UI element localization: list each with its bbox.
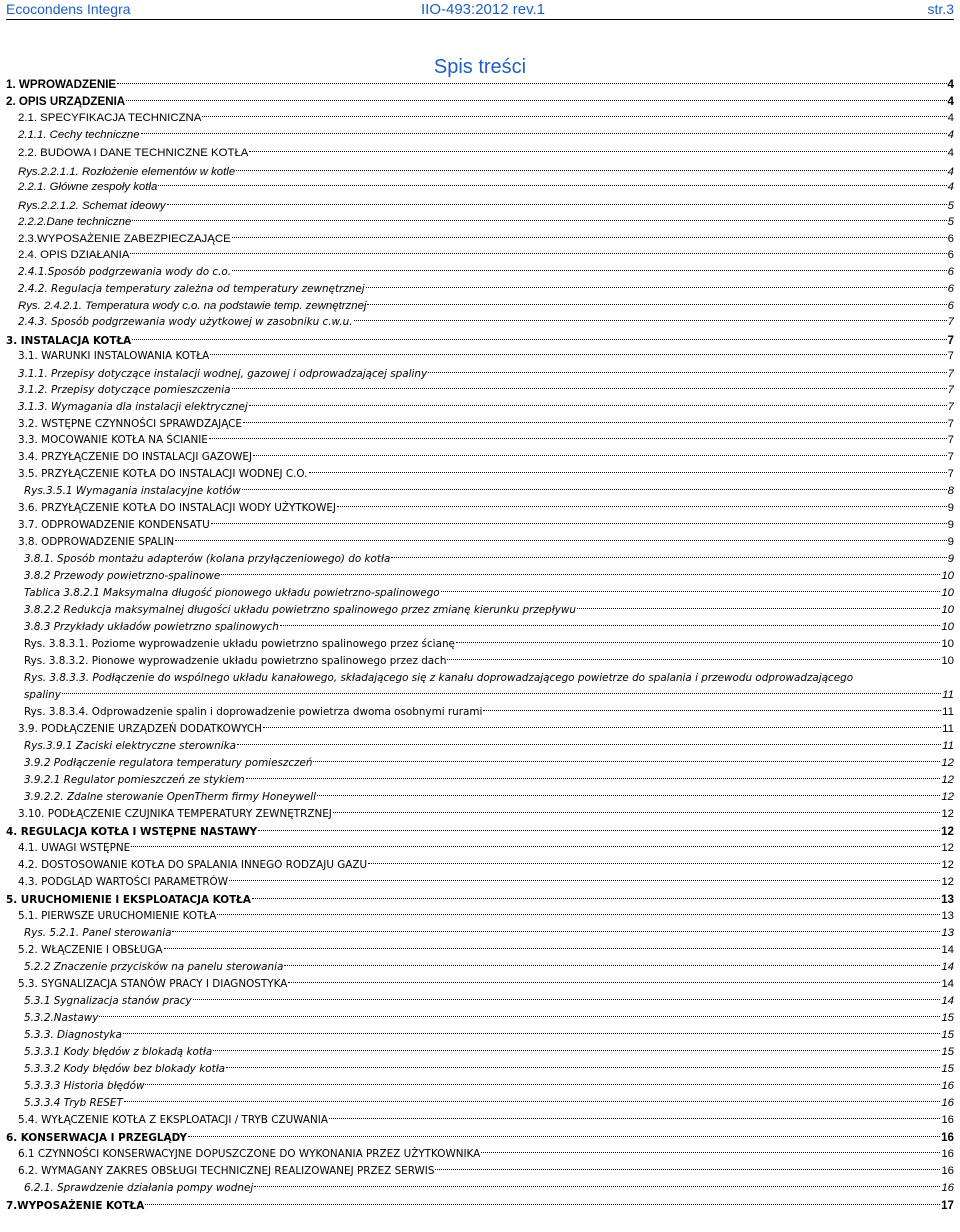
toc-entry-text: Rys. 3.8.3.1. Poziome wyprowadzenie układu powietrzno spalinowego przez ścianę <box>24 638 455 650</box>
toc-entry[interactable] <box>24 789 954 806</box>
toc-entry-text: 5.3.3.1 Kody błędów z blokadą kotła <box>24 1046 213 1058</box>
toc-page-number: 9 <box>947 553 954 565</box>
toc-entry[interactable] <box>24 1078 954 1095</box>
dot-leader <box>447 659 940 660</box>
toc-entry-text: 3.6. PRZYŁĄCZENIE KOTŁA DO INSTALACJI WODY UŻYTKOWEJ <box>18 502 336 514</box>
toc-page-number: 4 <box>947 147 954 159</box>
toc-page-number: 10 <box>941 638 954 650</box>
toc-entry[interactable] <box>6 332 954 349</box>
toc-entry-text: 3.10. PODŁĄCZENIE CZUJNIKA TEMPERATURY ZEWNĘTRZNEJ <box>18 808 332 820</box>
toc-page-number: 5 <box>947 216 954 228</box>
toc-entry[interactable] <box>18 247 954 264</box>
toc-entry[interactable] <box>24 551 954 568</box>
toc-entry-text: Rys.2.2.1.1. Rozłożenie elementów w kotle <box>18 166 236 178</box>
dot-leader <box>145 1084 940 1085</box>
toc-entry[interactable] <box>24 755 954 772</box>
dot-leader <box>167 204 947 205</box>
toc-page-number: 10 <box>941 604 954 616</box>
toc-entry[interactable] <box>24 993 954 1010</box>
toc-entry[interactable] <box>18 432 954 449</box>
toc-entry-text: 2.4.1.Sposób podgrzewania wody do c.o. <box>18 266 232 278</box>
dot-leader <box>210 354 946 355</box>
toc-page-number: 7 <box>947 368 954 380</box>
dot-leader <box>99 1016 940 1017</box>
dot-leader <box>123 1033 940 1034</box>
toc-entry[interactable] <box>24 925 954 942</box>
dot-leader <box>435 1169 940 1170</box>
toc-page-number: 6 <box>947 300 954 312</box>
toc-entry-text: 5. URUCHOMIENIE I EKSPLOATACJA KOTŁA <box>6 894 251 906</box>
dot-leader <box>242 489 947 490</box>
toc-entry-text: 2.4. OPIS DZIAŁANIA <box>18 249 130 261</box>
toc-entry[interactable] <box>6 891 954 908</box>
toc-page-number: 7 <box>947 418 954 430</box>
toc-page-number: 10 <box>941 570 954 582</box>
toc-entry[interactable] <box>18 874 954 891</box>
toc-entry-text: 4.1. UWAGI WSTĘPNE <box>18 842 131 854</box>
toc-page-number: 4 <box>947 112 954 124</box>
toc-entry-text: 3.8.2 Przewody powietrzno-spalinowe <box>24 570 221 582</box>
toc-entry-text: 3.8. ODPROWADZENIE SPALIN <box>18 536 175 548</box>
toc-entry[interactable] <box>24 1180 954 1197</box>
toc-page-number: 13 <box>941 910 954 922</box>
toc-page-number: 7 <box>947 316 954 328</box>
toc-entry[interactable] <box>18 366 954 383</box>
toc-entry[interactable] <box>18 416 954 433</box>
toc-entry[interactable] <box>18 198 954 215</box>
dot-leader <box>249 405 947 406</box>
toc-page-number: 12 <box>941 859 954 871</box>
dot-leader <box>229 880 940 881</box>
dot-leader <box>132 220 946 221</box>
toc-entry[interactable] <box>18 466 954 483</box>
toc-entry[interactable] <box>18 348 954 365</box>
toc-page-number: 15 <box>941 1029 954 1041</box>
toc-entry-text: 3.9. PODŁĄCZENIE URZĄDZEŃ DODATKOWYCH <box>18 723 262 735</box>
toc-entry[interactable] <box>18 382 954 399</box>
toc-entry[interactable] <box>18 908 954 925</box>
dot-leader <box>232 388 947 389</box>
dot-leader <box>252 898 940 899</box>
toc-page-number: 12 <box>941 825 954 838</box>
header-left: Ecocondens Integra <box>6 1 131 17</box>
toc-entry[interactable] <box>24 772 954 789</box>
toc-entry[interactable] <box>6 93 954 110</box>
toc-page-number: 8 <box>947 485 954 497</box>
toc-entry[interactable] <box>6 1129 954 1146</box>
toc-page-number: 16 <box>941 1131 954 1144</box>
dot-leader <box>258 830 940 831</box>
toc-page-number: 14 <box>941 944 954 956</box>
toc-entry[interactable] <box>18 281 954 298</box>
dot-leader <box>175 540 947 541</box>
toc-entry[interactable] <box>18 127 954 144</box>
toc-entry[interactable] <box>18 1146 954 1163</box>
toc-page-number: 15 <box>941 1012 954 1024</box>
header-center: IIO-493:2012 rev.1 <box>421 1 545 18</box>
toc-entry-text: 3.8.1. Sposób montażu adapterów (kolana przyłączeniowego) do kotła <box>24 553 391 565</box>
dot-leader <box>132 339 946 340</box>
toc-entry[interactable] <box>24 1095 954 1112</box>
toc-entry-text: 3.9.2 Podłączenie regulatora temperatury pomieszczeń <box>24 757 313 769</box>
toc-entry[interactable] <box>24 636 954 653</box>
toc-entry[interactable] <box>18 110 954 127</box>
dot-leader <box>280 625 941 626</box>
dot-leader <box>249 151 946 152</box>
dot-leader <box>263 727 941 728</box>
page-header <box>6 2 954 20</box>
toc-entry[interactable] <box>24 619 954 636</box>
dot-leader <box>202 116 946 117</box>
toc-entry[interactable] <box>24 483 954 500</box>
toc-entry[interactable] <box>18 806 954 823</box>
toc-entry-text: 2. OPIS URZĄDZENIA <box>6 95 126 108</box>
dot-leader <box>243 422 947 423</box>
toc-entry-text: 3.4. PRZYŁĄCZENIE DO INSTALACJI GAZOWEJ <box>18 451 253 463</box>
dot-leader <box>577 608 940 609</box>
toc-entry-text: 4.2. DOSTOSOWANIE KOTŁA DO SPALANIA INNEGO RODZAJU GAZU <box>18 859 368 871</box>
toc-entry-text: 1. WPROWADZENIE <box>6 78 117 91</box>
dot-leader <box>253 455 947 456</box>
toc-entry-text: 5.3.1 Sygnalizacja stanów pracy <box>24 995 192 1007</box>
toc-title: Spis treści <box>433 56 527 78</box>
dot-leader <box>226 1067 940 1068</box>
toc-entry-text: Rys. 3.8.3.3. Podłączenie do wspólnego układu kanałowego, składającego się z kanału doprowadzającego powietrze do spalania i przewodu odprowadzającego <box>24 672 854 684</box>
toc-page-number: 14 <box>941 961 954 973</box>
toc-entry-text: Rys.3.5.1 Wymagania instalacyjne kotłów <box>24 485 241 497</box>
toc-entry[interactable] <box>18 214 954 231</box>
toc-page-number: 12 <box>941 757 954 769</box>
toc-entry-text: Rys. 5.2.1. Panel sterowania <box>24 927 172 939</box>
toc-entry[interactable] <box>24 738 954 755</box>
toc-page-number: 4 <box>947 181 954 193</box>
dot-leader <box>313 761 940 762</box>
toc-entry[interactable] <box>18 517 954 534</box>
toc-entry-text: 2.1.1. Cechy techniczne <box>18 129 140 141</box>
toc-entry-text: 6.2.1. Sprawdzenie działania pompy wodnej <box>24 1182 254 1194</box>
toc-entry[interactable] <box>18 840 954 857</box>
toc-entry[interactable] <box>18 721 954 738</box>
toc-entry-text: 5.4. WYŁĄCZENIE KOTŁA Z EKSPLOATACJI / TRYB CZUWANIA <box>18 1114 328 1126</box>
toc-page-number: 7 <box>947 350 954 362</box>
toc-entry-text: 3. INSTALACJA KOTŁA <box>6 335 132 347</box>
toc-page-number: 10 <box>941 655 954 667</box>
toc-entry[interactable] <box>24 1010 954 1027</box>
toc-entry[interactable] <box>24 1044 954 1061</box>
dot-leader <box>367 304 946 305</box>
dot-leader <box>428 372 947 373</box>
toc-entry[interactable] <box>24 1027 954 1044</box>
toc-entry[interactable] <box>6 1197 954 1214</box>
toc-entry[interactable] <box>24 704 954 721</box>
toc-entry-text: 3.2. WSTĘPNE CZYNNOŚCI SPRAWDZAJĄCE <box>18 418 242 430</box>
dot-leader <box>354 320 947 321</box>
toc-entry-text: 6.2. WYMAGANY ZAKRES OBSŁUGI TECHNICZNEJ REALIZOWANEJ PRZEZ SERWIS <box>18 1165 435 1177</box>
toc-entry-text: Rys. 3.8.3.2. Pionowe wyprowadzenie układu powietrzno spalinowego przez dach <box>24 655 447 667</box>
dot-leader <box>237 744 941 745</box>
toc-entry[interactable] <box>18 857 954 874</box>
toc-entry-text: 3.1. WARUNKI INSTALOWANIA KOTŁA <box>18 350 210 362</box>
dot-leader <box>126 100 946 101</box>
toc-entry-text: 5.3.3. Diagnostyka <box>24 1029 122 1041</box>
toc-entry-text: 6.1 CZYNNOŚCI KONSERWACYJNE DOPUSZCZONE DO WYKONANIA PRZEZ UŻYTKOWNIKA <box>18 1148 481 1160</box>
toc-page-number: 15 <box>941 1063 954 1075</box>
toc-page-number: 9 <box>947 519 954 531</box>
dot-leader <box>209 438 947 439</box>
toc-page-number: 14 <box>941 978 954 990</box>
dot-leader <box>124 1101 941 1102</box>
toc-page-number: 11 <box>942 689 954 701</box>
toc-entry-text: 5.3.3.2 Kody błędów bez blokady kotła <box>24 1063 226 1075</box>
dot-leader <box>254 1186 940 1187</box>
toc-entry[interactable] <box>18 314 954 331</box>
toc-page-number: 4 <box>947 166 954 178</box>
toc-entry-text: 3.9.2.1 Regulator pomieszczeń ze stykiem <box>24 774 245 786</box>
dot-leader <box>483 710 941 711</box>
header-right: str.3 <box>927 1 954 17</box>
toc-entry-text: 5.1. PIERWSZE URUCHOMIENIE KOTŁA <box>18 910 217 922</box>
toc-entry-text: Rys.2.2.1.2. Schemat ideowy <box>18 200 166 212</box>
dot-leader <box>309 472 947 473</box>
toc-entry[interactable] <box>24 959 954 976</box>
toc-entry[interactable] <box>24 568 954 585</box>
toc-entry-text: Rys. 2.4.2.1. Temperatura wody c.o. na podstawie temp. zewnętrznej <box>18 300 367 312</box>
toc-page-number: 4 <box>947 95 954 108</box>
dot-leader <box>117 83 946 84</box>
toc-page-number: 5 <box>947 200 954 212</box>
toc-entry-text: 3.1.1. Przepisy dotyczące instalacji wodnej, gazowej i odprowadzającej spaliny <box>18 368 428 380</box>
dot-leader <box>337 506 947 507</box>
toc-page-number: 13 <box>941 893 954 906</box>
toc-page-number: 10 <box>941 621 954 633</box>
dot-leader <box>130 253 946 254</box>
toc-page-number: 14 <box>941 995 954 1007</box>
toc-page-number: 13 <box>941 927 954 939</box>
toc-page-number: 9 <box>947 536 954 548</box>
dot-leader <box>217 914 940 915</box>
toc-entry-text: 5.3. SYGNALIZACJA STANÓW PRACY I DIAGNOSTYKA <box>18 978 288 990</box>
toc-entry[interactable] <box>24 585 954 602</box>
dot-leader <box>188 1136 940 1137</box>
toc-page-number: 12 <box>941 774 954 786</box>
toc-entry-text: 6. KONSERWACJA I PRZEGLĄDY <box>6 1132 187 1144</box>
toc-entry-text: 3.1.3. Wymagania dla instalacji elektrycznej <box>18 401 248 413</box>
toc-entry-text: 2.3.WYPOSAŻENIE ZABEZPIECZAJĄCE <box>18 233 231 245</box>
dot-leader <box>368 863 940 864</box>
dot-leader <box>193 999 941 1000</box>
toc-page-number: 10 <box>941 587 954 599</box>
toc-entry-text: Rys.3.9.1 Zaciski elektryczne sterownika <box>24 740 237 752</box>
dot-leader <box>62 693 941 694</box>
toc-entry[interactable] <box>18 942 954 959</box>
toc-entry[interactable] <box>18 449 954 466</box>
toc-entry[interactable] <box>24 670 954 704</box>
toc-page-number: 9 <box>947 502 954 514</box>
toc-entry-text: 4.3. PODGLĄD WARTOŚCI PARAMETRÓW <box>18 876 229 888</box>
toc-entry[interactable] <box>18 500 954 517</box>
toc-entry-text: 3.1.2. Przepisy dotyczące pomieszczenia <box>18 384 231 396</box>
toc-page-number: 6 <box>947 266 954 278</box>
toc-page-number: 12 <box>941 791 954 803</box>
dot-leader <box>246 778 941 779</box>
dot-leader <box>481 1152 940 1153</box>
toc-page-number: 15 <box>941 1046 954 1058</box>
toc-entry[interactable] <box>18 231 954 248</box>
toc-page-number: 4 <box>947 78 954 91</box>
dot-leader <box>333 812 940 813</box>
toc-entry[interactable] <box>6 823 954 840</box>
toc-entry-text: 3.9.2.2. Zdalne sterowanie OpenTherm firmy Honeywell <box>24 791 317 803</box>
toc-page-number: 11 <box>942 706 954 718</box>
dot-leader <box>232 237 947 238</box>
toc-entry[interactable] <box>6 76 954 93</box>
toc-entry-text: 3.8.2.2 Redukcja maksymalnej długości układu powietrzno spalinowego przez zmianę kierunku przepływu <box>24 604 576 616</box>
dot-leader <box>141 133 947 134</box>
toc-entry-text: Tablica 3.8.2.1 Maksymalna długość pionowego układu powietrzno-spalinowego <box>24 587 440 599</box>
toc-entry-text: 2.4.2. Regulacja temperatury zależna od temperatury zewnętrznej <box>18 283 365 295</box>
toc-page-number: 12 <box>941 808 954 820</box>
toc-page-number: 12 <box>941 842 954 854</box>
toc-entry-text: 2.2.1. Główne zespoły kotła <box>18 181 158 193</box>
toc-page-number: 4 <box>947 129 954 141</box>
dot-leader <box>172 931 940 932</box>
toc-entry-text-continued: spaliny <box>24 689 61 701</box>
dot-leader <box>317 795 940 796</box>
toc-entry[interactable] <box>18 298 954 315</box>
toc-entry[interactable] <box>18 1163 954 1180</box>
toc-page-number: 16 <box>941 1114 954 1126</box>
dot-leader <box>456 642 940 643</box>
toc-page-number: 6 <box>947 233 954 245</box>
toc-entry[interactable] <box>24 602 954 619</box>
toc-entry-text: 2.2. BUDOWA I DANE TECHNICZNE KOTŁA <box>18 147 249 159</box>
toc-entry[interactable] <box>18 1112 954 1129</box>
toc-page-number: 7 <box>947 451 954 463</box>
toc-entry-text: 3.7. ODPROWADZENIE KONDENSATU <box>18 519 210 531</box>
dot-leader <box>213 1050 940 1051</box>
toc-entry[interactable] <box>18 399 954 416</box>
toc-entry[interactable] <box>18 264 954 281</box>
toc-entry[interactable] <box>18 534 954 551</box>
toc-page-number: 7 <box>947 401 954 413</box>
dot-leader <box>145 1204 940 1205</box>
toc-page-number: 17 <box>941 1199 954 1212</box>
toc-page-number: 16 <box>941 1097 954 1109</box>
toc-entry-text: 5.3.3.4 Tryb RESET <box>24 1097 123 1109</box>
toc-page-number: 7 <box>947 384 954 396</box>
toc-page-number: 16 <box>941 1080 954 1092</box>
toc-entry-text: 2.2.2.Dane techniczne <box>18 216 132 228</box>
toc-entry-text: 2.4.3. Sposób podgrzewania wody użytkowej w zasobniku c.w.u. <box>18 316 353 328</box>
toc-entry-text: 5.3.2.Nastawy <box>24 1012 99 1024</box>
toc-page-number: 11 <box>942 740 954 752</box>
toc-entry-text: 3.3. MOCOWANIE KOTŁA NA ŚCIANIE <box>18 434 208 446</box>
toc-entry-text: 3.8.3 Przykłady układów powietrzno spalinowych <box>24 621 279 633</box>
toc-page-number: 6 <box>947 283 954 295</box>
toc-page-number: 7 <box>947 468 954 480</box>
toc-entry-text: 2.1. SPECYFIKACJA TECHNICZNA <box>18 112 202 124</box>
toc-page-number: 7 <box>947 334 954 347</box>
dot-leader <box>232 270 947 271</box>
dot-leader <box>391 557 946 558</box>
toc-page-number: 16 <box>941 1148 954 1160</box>
toc-page-number: 11 <box>942 723 954 735</box>
dot-leader <box>221 574 940 575</box>
toc-entry-text: 7.WYPOSAŻENIE KOTŁA <box>6 1200 145 1212</box>
toc-entry[interactable] <box>18 179 954 196</box>
toc-entry[interactable] <box>18 145 954 162</box>
toc-page-number: 16 <box>941 1165 954 1177</box>
dot-leader <box>164 948 941 949</box>
toc-page-number: 12 <box>941 876 954 888</box>
toc-entry-text: 4. REGULACJA KOTŁA I WSTĘPNE NASTAWY <box>6 826 258 838</box>
dot-leader <box>441 591 941 592</box>
dot-leader <box>131 846 940 847</box>
dot-leader <box>284 965 940 966</box>
toc-entry[interactable] <box>24 653 954 670</box>
toc-entry-text: 5.2.2 Znaczenie przycisków na panelu sterowania <box>24 961 284 973</box>
dot-leader <box>329 1118 940 1119</box>
toc-entry-text: 5.2. WŁĄCZENIE I OBSŁUGA <box>18 944 163 956</box>
dot-leader <box>211 523 947 524</box>
dot-leader <box>288 982 940 983</box>
dot-leader <box>236 170 946 171</box>
toc-page-number: 16 <box>941 1182 954 1194</box>
toc-page-number: 7 <box>947 434 954 446</box>
dot-leader <box>158 185 946 186</box>
toc-entry-text: 5.3.3.3 Historia błędów <box>24 1080 145 1092</box>
toc-entry[interactable] <box>18 976 954 993</box>
toc-entry-text: 3.5. PRZYŁĄCZENIE KOTŁA DO INSTALACJI WODNEJ C.O. <box>18 468 308 480</box>
toc-entry[interactable] <box>24 1061 954 1078</box>
toc-page-number: 6 <box>947 249 954 261</box>
dot-leader <box>366 287 947 288</box>
toc-entry-text: Rys. 3.8.3.4. Odprowadzenie spalin i doprowadzenie powietrza dwoma osobnymi rurami <box>24 706 483 718</box>
